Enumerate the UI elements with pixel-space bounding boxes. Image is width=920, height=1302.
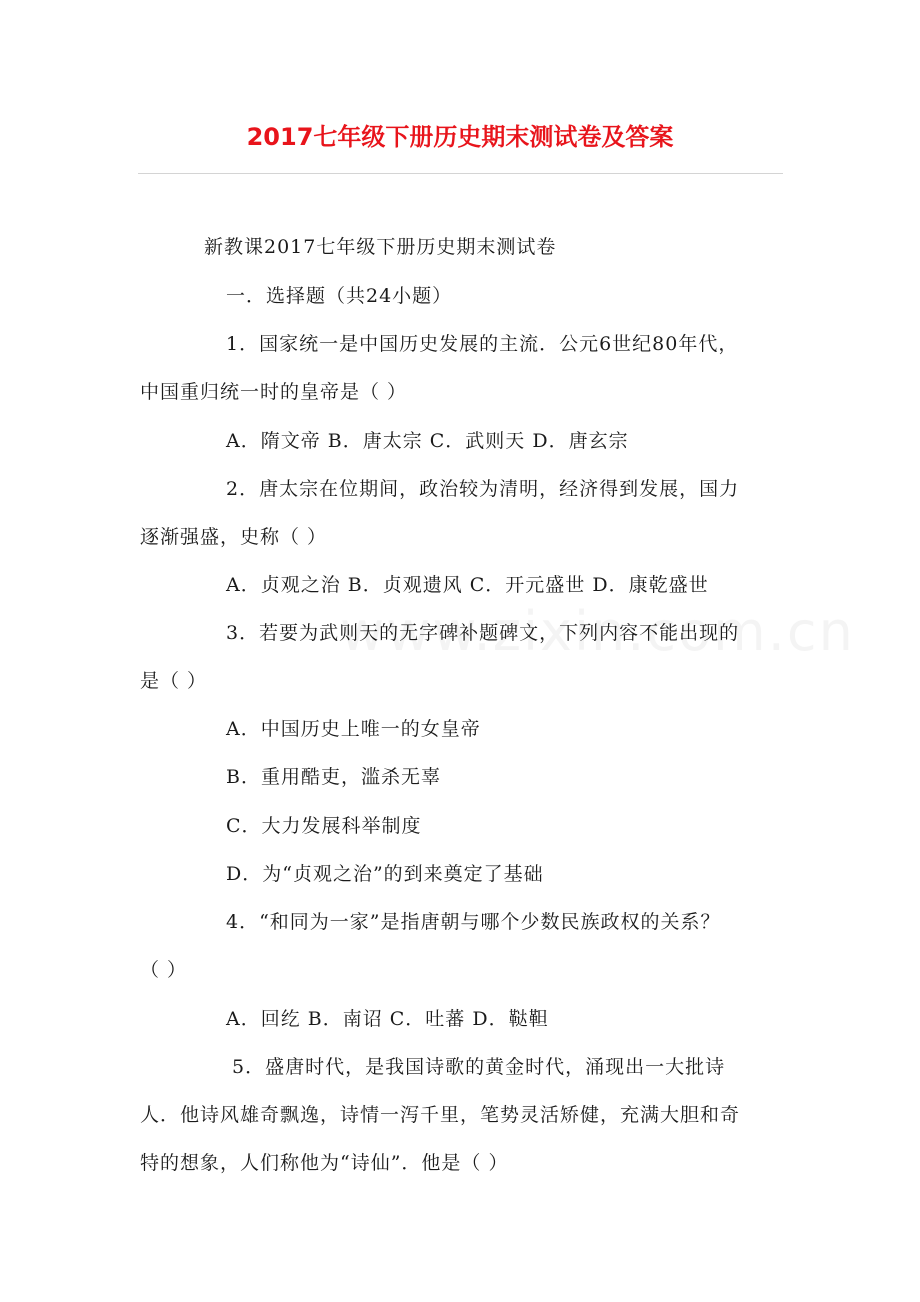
question-1-options: A．隋文帝 B．唐太宗 C．武则天 D．唐玄宗 [226, 430, 629, 452]
question-5-stem-line-2: 人．他诗风雄奇飘逸，诗情一泻千里，笔势灵活矫健，充满大胆和奇 [140, 1104, 741, 1126]
question-2-stem-line-2: 逐渐强盛，史称（ ） [140, 526, 328, 548]
question-3-option-a: A．中国历史上唯一的女皇帝 [226, 718, 481, 740]
question-4-stem-line-2: （ ） [140, 959, 188, 981]
exam-subtitle: 新教课2017七年级下册历史期末测试卷 [204, 236, 557, 258]
question-3-stem-line-1: 3．若要为武则天的无字碑补题碑文，下列内容不能出现的 [226, 622, 740, 644]
question-2-options: A．贞观之治 B．贞观遗风 C．开元盛世 D．康乾盛世 [226, 574, 709, 596]
question-3-option-b: B．重用酷吏，滥杀无辜 [226, 766, 441, 788]
question-1-stem-line-1: 1．国家统一是中国历史发展的主流．公元6世纪80年代， [226, 333, 739, 355]
section-heading: 一．选择题（共24小题） [226, 285, 453, 307]
document-title: 2017七年级下册历史期末测试卷及答案 [246, 123, 674, 151]
question-5-stem-line-3: 特的想象，人们称他为“诗仙”．他是（ ） [140, 1152, 509, 1174]
question-4-options: A．回纥 B．南诏 C．吐蕃 D．鞑靼 [226, 1008, 549, 1030]
question-3-stem-line-2: 是（ ） [140, 670, 208, 692]
question-2-stem-line-1: 2．唐太宗在位期间，政治较为清明，经济得到发展，国力 [226, 478, 740, 500]
question-3-option-d: D．为“贞观之治”的到来奠定了基础 [226, 863, 544, 885]
question-5-stem-line-1: 5．盛唐时代，是我国诗歌的黄金时代，涌现出一大批诗 [232, 1056, 726, 1078]
question-3-option-c: C．大力发展科举制度 [226, 815, 422, 837]
title-divider [138, 173, 783, 174]
question-4-stem-line-1: 4．“和同为一家”是指唐朝与哪个少数民族政权的关系？ [226, 911, 721, 933]
question-1-stem-line-2: 中国重归统一时的皇帝是（ ） [140, 381, 408, 403]
